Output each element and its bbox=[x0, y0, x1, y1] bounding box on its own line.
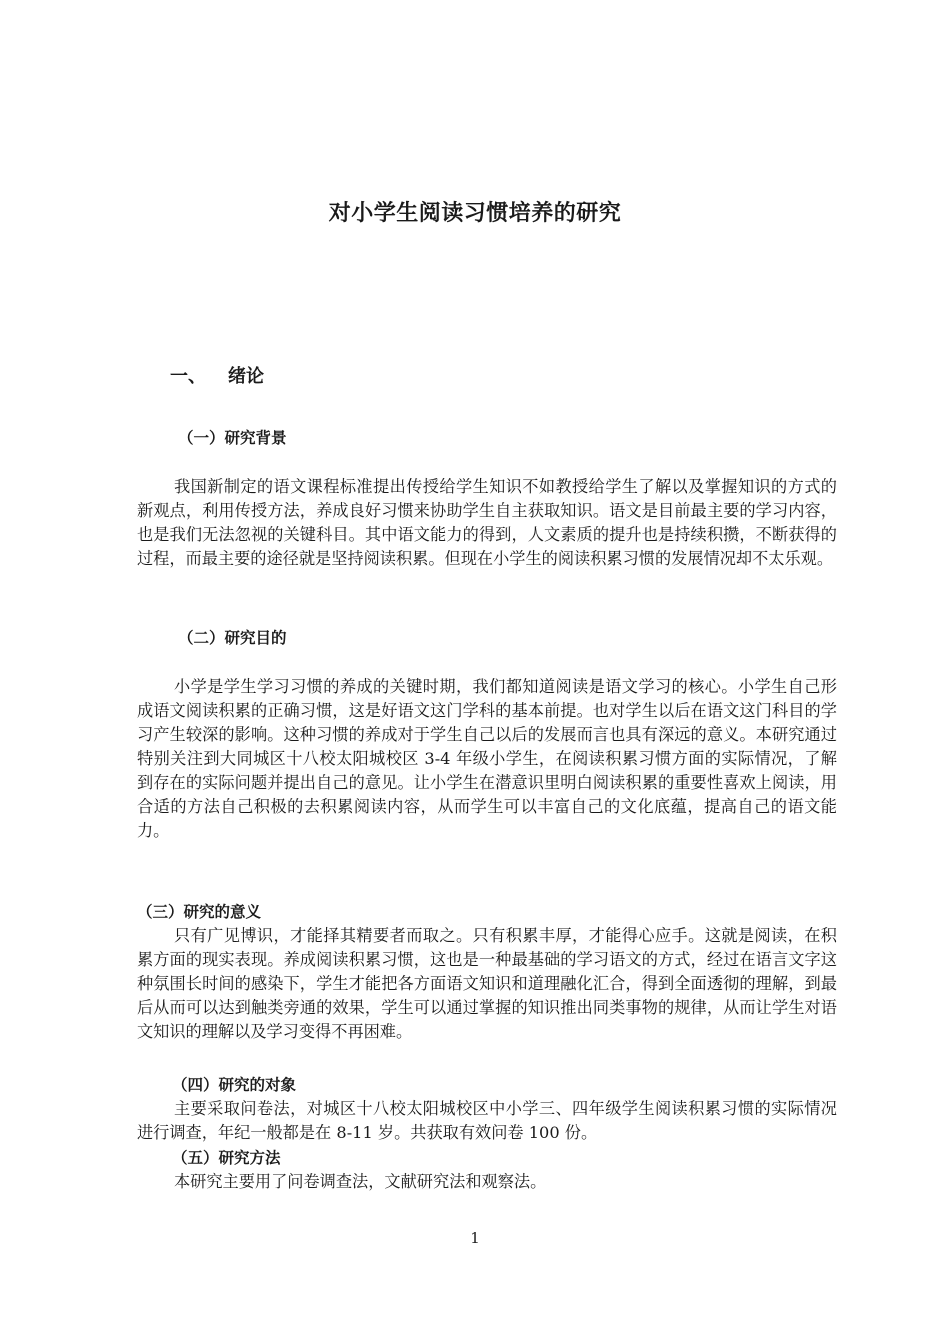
section-paragraph-purpose: 小学是学生学习习惯的养成的关键时期，我们都知道阅读是语文学习的核心。小学生自己形成语文阅读积累的正确习惯，这是好语文这门学科的基本前提。也对学生以后在语文这门科目的学习产生较深的影响。这种习惯的养成对于学生自己以后的发展而言也具有深远的意义。本研究通过特别关注到大同城区十八校太阳城校区 3-4 年级小学生，在阅读积累习惯方面的实际情况，了解到存在的实际问题并提出自己的意见。让小学生在潜意识里明白阅读积累的重要性喜欢上阅读，用合适的方法自己积极的去积累阅读内容，从而学生可以丰富自己的文化底蕴，提高自己的语文能力。 bbox=[137, 677, 837, 840]
chapter-heading bbox=[170, 362, 264, 388]
chapter-title: 绪论 bbox=[228, 366, 264, 387]
page-number: 1 bbox=[470, 1229, 480, 1247]
section-paragraph-background: 我国新制定的语文课程标准提出传授给学生知识不如教授给学生了解以及掌握知识的方式的新观点，利用传授方法，养成良好习惯来协助学生自主获取知识。语文是目前最主要的学习内容，也是我们无法忽视的关键科目。其中语文能力的得到，人文素质的提升也是持续积攒，不断获得的过程，而最主要的途径就是坚持阅读积累。但现在小学生的阅读积累习惯的发展情况却不太乐观。 bbox=[137, 477, 837, 568]
section-heading-methods: （五）研究方法 bbox=[172, 1149, 281, 1167]
section-paragraph-methods: 本研究主要用了问卷调查法，文献研究法和观察法。 bbox=[174, 1172, 547, 1191]
section-heading-significance: （三）研究的意义 bbox=[137, 903, 262, 921]
section-heading-background: （一）研究背景 bbox=[178, 429, 287, 447]
section-paragraph-subjects: 主要采取问卷法，对城区十八校太阳城校区中小学三、四年级学生阅读积累习惯的实际情况进行调查，年纪一般都是在 8-11 岁。共获取有效问卷 100 份。 bbox=[137, 1099, 837, 1142]
section-heading-purpose: （二）研究目的 bbox=[178, 629, 287, 647]
document-title: 对小学生阅读习惯培养的研究 bbox=[328, 201, 622, 226]
section-heading-subjects: （四）研究的对象 bbox=[172, 1076, 297, 1094]
section-paragraph-significance: 只有广见博识，才能择其精要者而取之。只有积累丰厚，才能得心应手。这就是阅读，在积累方面的现实表现。养成阅读积累习惯，这也是一种最基础的学习语文的方式，经过在语言文字这种氛围长时间的感染下，学生才能把各方面语文知识和道理融化汇合，得到全面透彻的理解，到最后从而可以达到触类旁通的效果，学生可以通过掌握的知识推出同类事物的规律，从而让学生对语文知识的理解以及学习变得不再困难。 bbox=[137, 926, 837, 1041]
chapter-number: 一、 bbox=[170, 366, 206, 387]
